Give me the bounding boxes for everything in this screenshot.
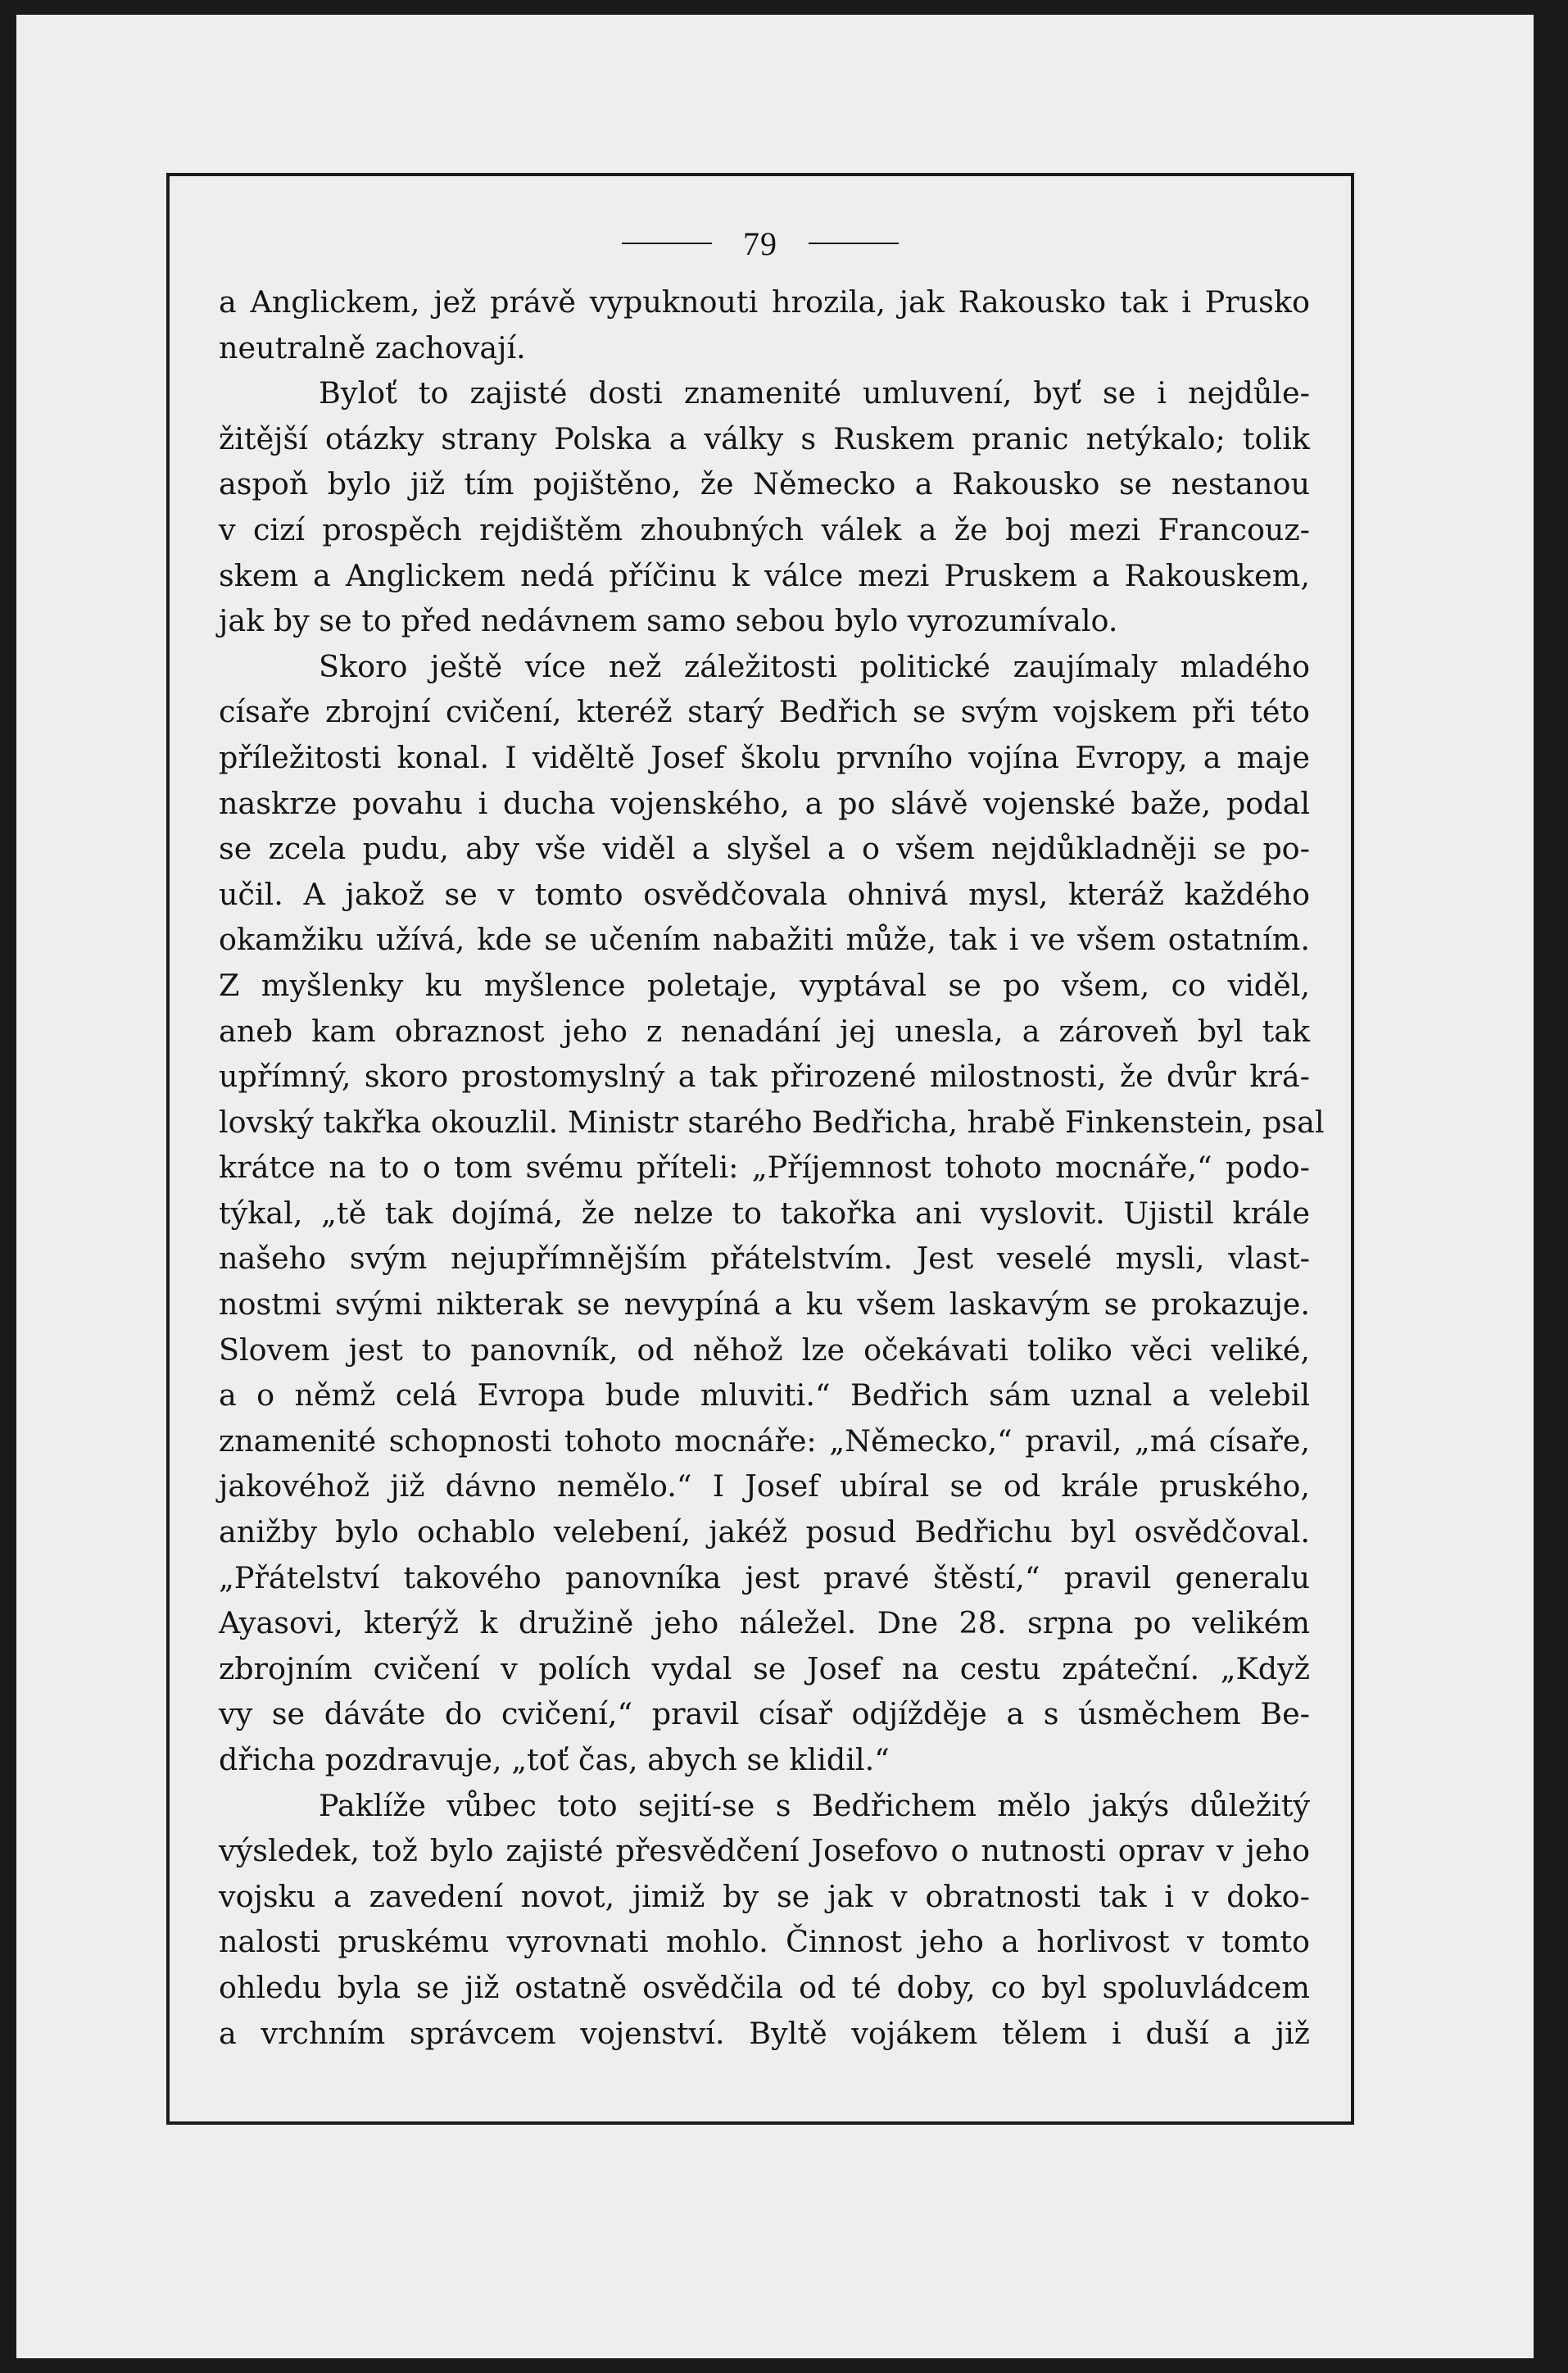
text-line: a o němž celá Evropa bude mluviti.“ Bedřich sám uznal a velebil (219, 1377, 1310, 1413)
text-line: jak by se to před nedávnem samo sebou bylo vyrozumívalo. (219, 603, 1118, 639)
text-line: učil. A jakož se v tomto osvědčovala ohnivá mysl, kteráž každého (219, 876, 1310, 912)
text-line: týkal, „tě tak dojímá, že nelze to takořka ani vyslovit. Ujistil krále (219, 1195, 1310, 1231)
text-line: aspoň bylo již tím pojištěno, že Německo a Rakousko se nestanou (219, 466, 1310, 502)
text-line: jakovéhož již dávno nemělo.“ I Josef ubíral se od krále pruského, (219, 1468, 1310, 1504)
text-line: okamžiku užívá, kde se učením nabažiti může, tak i ve všem ostatním. (219, 922, 1310, 958)
header-rule-left (622, 243, 712, 244)
text-line: Ayasovi, kterýž k družině jeho náležel. Dne 28. srpna po velikém (219, 1605, 1310, 1641)
text-line: a Anglickem, jež právě vypuknouti hrozila, jak Rakousko tak i Prusko (219, 284, 1310, 320)
text-line: Z myšlenky ku myšlence poletaje, vyptával se po všem, co viděl, (219, 967, 1310, 1003)
text-line: neutralně zachovají. (219, 329, 526, 365)
text-line: císaře zbrojní cvičení, kteréž starý Bedřich se svým vojskem při této (219, 694, 1310, 730)
text-line: „Přátelství takového panovníka jest pravé štěstí,“ pravil generalu (219, 1559, 1310, 1595)
text-line: zbrojním cvičení v polích vydal se Josef na cestu zpáteční. „Když (219, 1650, 1310, 1686)
text-line: krátce na to o tom svému příteli: „Příjemnost tohoto mocnáře,“ podo- (219, 1150, 1310, 1186)
text-line: naskrze povahu i ducha vojenského, a po slávě vojenské baže, podal (219, 785, 1310, 821)
text-line: vojsku a zavedení novot, jimiž by se jak v obratnosti tak i v doko- (219, 1878, 1310, 1914)
text-frame (166, 173, 1354, 2125)
paragraph-start-line: Paklíže vůbec toto sejití-se s Bedřichem mělo jakýs důležitý (319, 1787, 1310, 1823)
text-line: dřicha pozdravuje, „toť čas, abych se klidil.“ (219, 1742, 890, 1777)
text-line: znamenité schopnosti tohoto mocnáře: „Německo,“ pravil, „má císaře, (219, 1422, 1310, 1459)
text-line: skem a Anglickem nedá příčinu k válce mezi Pruskem a Rakouskem, (219, 557, 1310, 593)
paragraph-start-line: Byloť to zajisté dosti znamenité umluvení, byť se i nejdůle- (319, 375, 1310, 411)
body-text (219, 279, 1325, 2056)
text-line: ohledu byla se již ostatně osvědčila od té doby, co byl spoluvládcem (219, 1969, 1310, 2005)
text-line: a vrchním správcem vojenství. Byltě vojákem tělem i duší a již (219, 2015, 1310, 2051)
paragraph-start-line: Skoro ještě více než záležitosti politické zaujímaly mladého (319, 648, 1310, 684)
text-line: výsledek, tož bylo zajisté přesvědčení Josefovo o nutnosti oprav v jeho (219, 1833, 1310, 1869)
text-line: aneb kam obraznost jeho z nenadání jej unesla, a zároveň byl tak (219, 1013, 1310, 1049)
text-line: upřímný, skoro prostomyslný a tak přirozené milostnosti, že dvůr krá- (219, 1059, 1310, 1095)
text-line: nostmi svými nikterak se nevypíná a ku všem laskavým se prokazuje. (219, 1286, 1310, 1323)
text-line: vy se dáváte do cvičení,“ pravil císař odjížděje a s úsměchem Be- (219, 1696, 1310, 1732)
text-line: anižby bylo ochablo velebení, jakéž posud Bedřichu byl osvědčoval. (219, 1514, 1310, 1550)
page-header (170, 219, 1351, 268)
text-line: žitější otázky strany Polska a války s Ruskem pranic netýkalo; tolik (219, 420, 1310, 456)
text-line: našeho svým nejupřímnějším přátelstvím. Jest veselé mysli, vlast- (219, 1241, 1310, 1277)
header-rule-right (809, 243, 899, 244)
text-line: se zcela pudu, aby vše viděl a slyšel a o všem nejdůkladněji se po- (219, 831, 1310, 867)
text-line: nalosti pruskému vyrovnati mohlo. Činnost jeho a horlivost v tomto (219, 1924, 1310, 1960)
text-line: v cizí prospěch rejdištěm zhoubných válek a že boj mezi Francouz- (219, 511, 1310, 547)
text-line: Slovem jest to panovník, od něhož lze očekávati toliko věci veliké, (219, 1332, 1310, 1368)
page-number: 79 (743, 225, 777, 262)
text-line: příležitosti konal. I viděltě Josef školu prvního vojína Evropy, a maje (219, 739, 1310, 775)
text-line: lovský takřka okouzlil. Ministr starého Bedřicha, hrabě Finkenstein, psal (219, 1104, 1325, 1140)
